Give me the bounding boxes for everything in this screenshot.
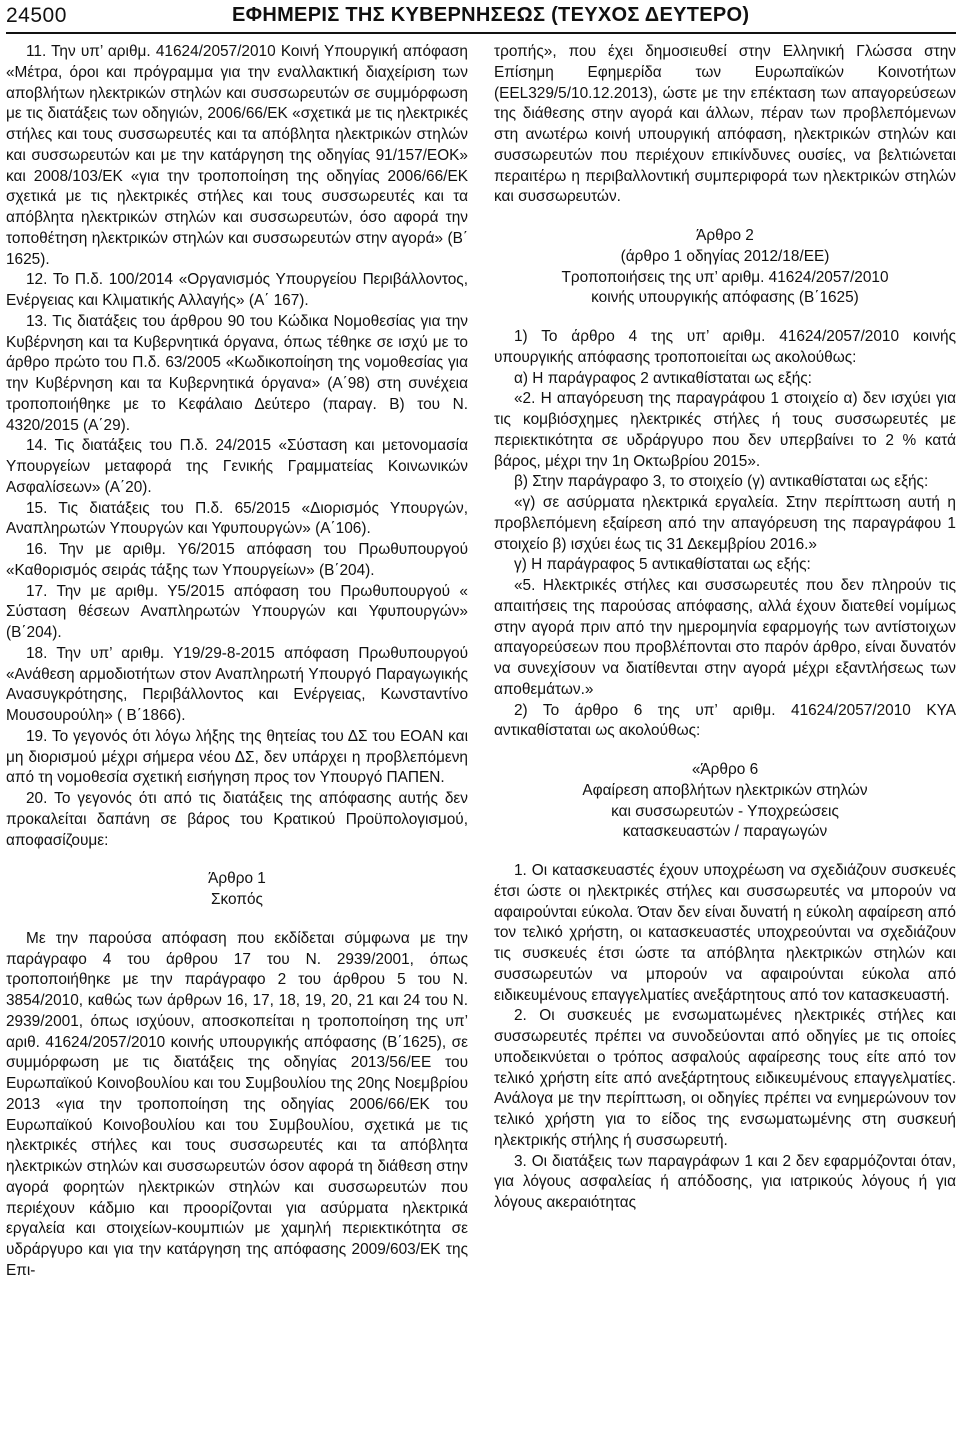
article-1-subheading: Σκοπός xyxy=(211,891,263,908)
paragraph-12: 12. Το Π.δ. 100/2014 «Οργανισμός Υπουργείου Περιβάλλοντος, Ενέργειας και Κλιματικής Αλλαγής» (Α΄ 167). xyxy=(6,271,468,309)
article-6-paragraph-1: 1. Οι κατασκευαστές έχουν υποχρέωση να σχεδιάζουν συσκευές έτσι ώστε οι ηλεκτρικές στήλες και συσσωρευτές να μπορούν να αφαιρούνται εύκολα. Όταν δεν είναι δυνατή η εύκολη αφαίρεση από τον τελικό χρήστη, οι κατασκευαστές υποχρεούνται να σχεδιάζουν τις συσκευές έτσι ώστε τα απόβλητα ηλεκτρικών στηλών και συσσωρευτών να μπορούν να αφαιρούνται εύκολα από ειδικευμένους επαγγελματίες ανεξάρτητους από τον κατασκευαστή. xyxy=(494,862,956,1004)
article-6-heading: «Άρθρο 6 xyxy=(691,761,759,778)
right-column xyxy=(494,42,956,1214)
article-2-item-1c-text: «5. Ηλεκτρικές στήλες και συσσωρευτές που δεν πληρούν τις απαιτήσεις της παρούσας απόφασης, αλλά έχουν διατεθεί νομίμως στην αγορά πριν από την ημερομηνία εφαρμογής των αντίστοιχων απαγορεύσεων που προβλέπονται στο παρόν άρθρο, είναι δυνατόν να συνεχίσουν να διατίθενται στην αγορά μέχρι εξαντλήσεως των αποθεμάτων.» xyxy=(494,577,956,698)
article-2-item-2: 2) Το άρθρο 6 της υπ’ αριθμ. 41624/2057/2010 ΚΥΑ αντικαθίσταται ως ακολούθως: xyxy=(494,701,956,740)
continued-paragraph: τροπής», που έχει δημοσιευθεί στην Ελληνική Γλώσσα στην Επίσημη Εφημερίδα των Ευρωπαϊκών Κοινοτήτων (EEL329/5/10.12.2013), ώστε με την επέκταση των απαγορεύσεων της διάθεσης στην αγορά και άλλων, πέραν των προβλεπόμενων στη ανωτέρω κοινή υπουργική απόφαση, ηλεκτρικών στηλών και συσσωρευτών που περιέχουν επικίνδυνες ουσίες, να βελτιώνεται περαιτέρω η περιβαλλοντική συμπεριφορά των ηλεκτρικών στηλών και συσσωρευτών. xyxy=(494,43,956,206)
left-column xyxy=(6,42,468,1282)
article-6-paragraph-3: 3. Οι διατάξεις των παραγράφων 1 και 2 δεν εφαρμόζονται όταν, για λόγους ασφαλείας ή απόδοσης, για ιατρικούς λόγους ή για λόγους ακεραιότητας xyxy=(494,1152,956,1211)
article-2-item-1: 1) Το άρθρο 4 της υπ’ αριθμ. 41624/2057/2010 κοινής υπουργικής απόφασης τροποποιείται ως ακολούθως: xyxy=(494,328,956,366)
article-6-subheading-1: Αφαίρεση αποβλήτων ηλεκτρικών στηλών xyxy=(582,781,868,799)
article-2-subheading-2: Τροποποιήσεις της υπ’ αριθμ. 41624/2057/2010 xyxy=(561,268,889,286)
article-6-subheading-3: κατασκευαστών / παραγωγών xyxy=(622,823,828,841)
article-2-item-1c: γ) Η παράγραφος 5 αντικαθίσταται ως εξής: xyxy=(514,556,811,574)
gazette-title: ΕΦΗΜΕΡΙΣ ΤΗΣ ΚΥΒΕΡΝΗΣΕΩΣ (ΤΕΥΧΟΣ ΔΕΥΤΕΡΟ) xyxy=(232,4,750,26)
spacer xyxy=(494,843,956,861)
article-2-item-1a-text: «2. Η απαγόρευση της παραγράφου 1 στοιχείο α) δεν ισχύει για τις κομβιόσχημες ηλεκτρικές στήλες ή τους συσσωρευτές με περιεκτικότητα σε υδράργυρο που δεν υπερβαίνει το 2 % κατά βάρος, μέχρι την 1η Οκτωβρίου 2015». xyxy=(494,390,956,470)
article-1-heading: Άρθρο 1 xyxy=(208,870,266,888)
article-2-subheading-3: κοινής υπουργικής απόφασης (Β΄1625) xyxy=(591,289,859,307)
article-2-item-1b-text: «γ) σε ασύρματα ηλεκτρικά εργαλεία. Στην περίπτωση αυτή η προβλεπόμενη εξαίρεση από την απαγόρευση της παραγράφου 1 στοιχείο β) ισχύει έως τις 31 Δεκεμβρίου 2016.» xyxy=(494,494,956,553)
article-6-paragraph-2: 2. Οι συσκευές με ενσωματωμένες ηλεκτρικές στήλες και συσσωρευτές πρέπει να συνοδεύονται από οδηγίες με τις οποίες υποδεικνύεται ο τρόπος ασφαλούς αφαίρεσης τους είτε από τον τελικό χρήστη είτε από ανεξάρτητους ειδικευμένους επαγγελματίες. Ανάλογα με την περίπτωση, οι οδηγίες πρέπει να ενημερώνουν τον τελικό χρήστη για το είδος της ενσωματωμένης στη συσκευή ηλεκτρικής στήλης ή συσσωρευτή. xyxy=(494,1007,956,1149)
article-6-subheading-2: και συσσωρευτών - Υποχρεώσεις xyxy=(611,802,839,820)
paragraph-11: 11. Την υπ’ αριθμ. 41624/2057/2010 Κοινή Υπουργική απόφαση «Μέτρα, όροι και πρόγραμμα για την εναλλακτική διαχείριση των αποβλήτων ηλεκτρικών στηλών και συσσωρευτών σε συμμόρφωση με τις διατάξεις των οδηγιών, 2006/66/ΕΚ «σχετικά με τις ηλεκτρικές στήλες και τους συσσωρευτές και τα απόβλητα ηλεκτρικών στηλών και συσσωρευτών και με την κατάργηση της οδηγίας 91/157/ΕΟΚ» και 2008/103/ΕΚ «για την τροποποίηση της οδηγίας 2006/66/ΕΚ σχετικά με τις ηλεκτρικές στήλες και τους συσσωρευτές και τα απόβλητα ηλεκτρικών στηλών και συσσωρευτών, όσο αφορά την τοποθέτηση ηλεκτρικών στηλών και συσσωρευτών στην αγορά» (Β΄ 1625). xyxy=(6,43,468,268)
spacer xyxy=(494,208,956,226)
article-2-item-1b: β) Στην παράγραφο 3, το στοιχείο (γ) αντικαθίσταται ως εξής: xyxy=(514,473,929,491)
article-2-heading: Άρθρο 2 xyxy=(696,227,754,244)
article-2-subheading-1: (άρθρο 1 οδηγίας 2012/18/ΕΕ) xyxy=(620,247,830,265)
spacer xyxy=(6,851,468,869)
paragraph-16: 16. Την με αριθμ. Υ6/2015 απόφαση του Πρωθυπουργού «Καθορισμός σειράς τάξης των Υπουργείων» (Β΄204). xyxy=(6,541,468,579)
paragraph-17: 17. Την με αριθμ. Υ5/2015 απόφαση του Πρωθυπουργού « Σύσταση θέσεων Αναπληρωτών Υπουργών και Υφυπουργών» (Β΄204). xyxy=(6,582,468,641)
paragraph-13: 13. Τις διατάξεις του άρθρου 90 του Κώδικα Νομοθεσίας για την Κυβέρνηση και τα Κυβερνητικά όργανα, όπως τέθηκε σε ισχύ με το άρθρο πρώτο του Π.δ. 63/2005 «Κωδικοποίηση της νομοθεσίας για την Κυβέρνηση και τα Κυβερνητικά όργανα» (Α΄98) στη συνέχεια τροποποιήθηκε με το Κεφάλαιο Δεύτερο (παραγ. Β) του Ν. 4320/2015 (Α΄29). xyxy=(6,312,468,434)
page-header xyxy=(0,0,960,46)
paragraph-18: 18. Την υπ’ αριθμ. Υ19/29-8-2015 απόφαση Πρωθυπουργού «Ανάθεση αρμοδιοτήτων στον Αναπληρωτή Υπουργό Παραγωγικής Ανασυγκρότησης, Περιβάλλοντος και Ενέργειας, Κωνσταντίνο Μουσουρούλη» ( Β΄1866). xyxy=(6,644,468,724)
paragraph-19: 19. Το γεγονός ότι λόγω λήξης της θητείας του ΔΣ του ΕΟΑΝ και μη διορισμού μέχρι σήμερα νέου ΔΣ, δεν υπάρχει η προβλεπόμενη από τη νομοθεσία σχετική εισήγηση προς τον Υπουργό ΠΑΠΕΝ. xyxy=(6,727,468,787)
article-1-body: Με την παρούσα απόφαση που εκδίδεται σύμφωνα με την παράγραφο 4 του άρθρου 17 του Ν. 2939/2001, όπως τροποποιήθηκε με την παράγραφο 2 του άρθρου 5 του Ν. 3854/2010, καθώς των άρθρων 16, 17, 18, 19, 20, 21 και 24 του Ν. 2939/2001, όπως ισχύουν, αποσκοπείται η τροποποίηση της υπ’ αριθ. 41624/2057/2010 κοινής υπουργικής απόφασης (Β΄1625), σε συμμόρφωση με τις διατάξεις της οδηγίας 2013/56/ΕΕ του Ευρωπαϊκού Κοινοβουλίου και του Συμβουλίου της 20ης Νοεμβρίου 2013 «για την τροποποίηση της οδηγίας 2006/66/ΕΚ του Ευρωπαϊκού Κοινοβουλίου και του Συμβουλίου, σχετικά με τις ηλεκτρικές στήλες και τους συσσωρευτές και τα απόβλητα ηλεκτρικών στηλών και συσσωρευτών όσον αφορά τη διάθεση στην αγορά φορητών ηλεκτρικών στηλών και συσσωρευτών που περιέχουν κάδμιο και προορίζονται για ασύρματα ηλεκτρικά εργαλεία και στοιχείων-κουμπιών με χαμηλή περιεκτικότητα σε υδράργυρο και για την κατάργηση της απόφασης 2009/603/ΕΚ της Επι- xyxy=(6,929,468,1279)
spacer xyxy=(6,911,468,929)
page-number: 24500 xyxy=(6,4,67,27)
spacer xyxy=(494,742,956,760)
spacer xyxy=(494,309,956,327)
header-rule xyxy=(6,32,956,34)
paragraph-15: 15. Τις διατάξεις του Π.δ. 65/2015 «Διορισμός Υπουργών, Αναπληρωτών Υπουργών και Υφυπουργών» (Α΄106). xyxy=(6,499,468,538)
paragraph-20: 20. Το γεγονός ότι από τις διατάξεις της απόφασης αυτής δεν προκαλείται δαπάνη σε βάρος του Κρατικού Προϋπολογισμού, αποφασίζουμε: xyxy=(6,790,468,849)
paragraph-14: 14. Τις διατάξεις του Π.δ. 24/2015 «Σύσταση και μετονομασία Υπουργείων μεταφορά της Γενικής Γραμματείας Κοινωνικών Ασφαλίσεων» (Α΄20). xyxy=(6,437,468,496)
article-2-item-1a: α) Η παράγραφος 2 αντικαθίσταται ως εξής: xyxy=(514,369,812,387)
